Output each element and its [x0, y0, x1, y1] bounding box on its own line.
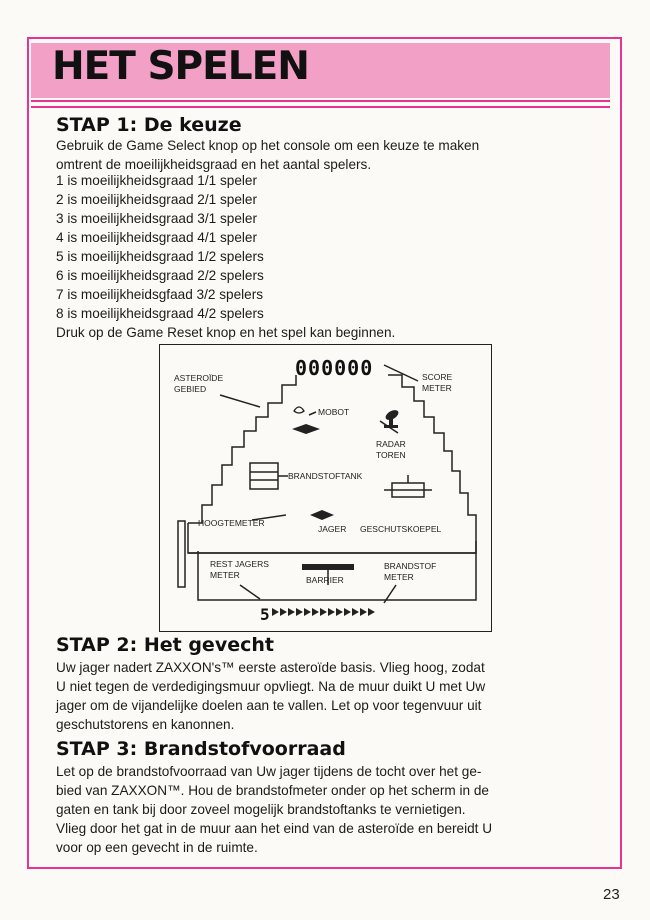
fuel-tank-icon — [250, 463, 278, 489]
remaining-fighters-count: 5 — [260, 605, 271, 624]
list-item: 4 is moeilijkheidsgraad 4/1 speler — [56, 230, 257, 245]
fuel-meter-arrows — [272, 608, 375, 616]
step2-line: jager om de vijandelijke doelen aan te vallen. Let op voor tegenvuur uit — [56, 698, 482, 713]
label-remaining-fighters: METER — [210, 570, 240, 580]
step1-outro: Druk op de Game Reset knop en het spel kan beginnen. — [56, 325, 396, 340]
asteroid-wall-left — [188, 375, 296, 523]
label-radar-tower: TOREN — [376, 450, 406, 460]
list-item: 6 is moeilijkheidsgraad 2/2 spelers — [56, 268, 264, 283]
list-item: 2 is moeilijkheidsgraad 2/1 speler — [56, 192, 257, 207]
label-mobot: MOBOT — [318, 407, 350, 417]
label-score-meter: SCORE — [422, 372, 453, 382]
step3-line: voor op een gevecht in de ruimte. — [56, 840, 258, 855]
list-item: 8 is moeilijkheidsgraad 4/2 spelers — [56, 306, 264, 321]
label-altimeter: HOOGTEMETER — [198, 518, 265, 528]
label-radar-tower: RADAR — [376, 439, 406, 449]
step1-heading: STAP 1: De keuze — [56, 114, 242, 136]
list-item: 3 is moeilijkheidsgraad 3/1 speler — [56, 211, 257, 226]
fighter-icon — [292, 424, 320, 434]
label-fighter: JAGER — [318, 524, 347, 534]
step2-line: Uw jager nadert ZAXXON's™ eerste asteroïde basis. Vlieg hoog, zodat — [56, 660, 485, 675]
list-item: 7 is moeilijkheidsgfaad 3/2 spelers — [56, 287, 264, 302]
label-score-meter: METER — [422, 383, 452, 393]
step3-line: bied van ZAXXON™. Hou de brandstofmeter onder op het scherm in de — [56, 783, 489, 798]
radar-tower-icon — [384, 408, 400, 428]
page-title: HET SPELEN — [52, 44, 309, 89]
page-number: 23 — [603, 886, 620, 903]
label-remaining-fighters: REST JAGERS — [210, 559, 269, 569]
step2-line: U niet tegen de verdedigingsmuur opvliegt. Na de muur duikt U met Uw — [56, 679, 486, 694]
label-barrier: BARRIER — [306, 575, 344, 585]
list-item: 5 is moeilijkheidsgraad 1/2 spelers — [56, 249, 264, 264]
label-fuel-meter: METER — [384, 572, 414, 582]
label-gun-turret: GESCHUTSKOEPEL — [360, 524, 442, 534]
game-screen-diagram — [159, 344, 492, 632]
difficulty-options-list — [56, 171, 264, 323]
altimeter-bar — [178, 521, 185, 587]
step3-line: Vlieg door het gat in de muur aan het eind van de asteroïde en bereidt U — [56, 821, 493, 836]
step3-heading: STAP 3: Brandstofvoorraad — [56, 738, 346, 760]
step1-intro-line: Gebruik de Game Select knop op het console om een keuze te maken — [56, 138, 480, 153]
step3-line: Let op de brandstofvoorraad van Uw jager tijdens de tocht over het ge- — [56, 764, 482, 779]
step2-heading: STAP 2: Het gevecht — [56, 634, 274, 656]
step1-intro-line: omtrent de moeilijkheidsgraad en het aantal spelers. — [56, 157, 372, 172]
title-divider — [31, 100, 610, 102]
label-asteroid-area: GEBIED — [174, 384, 207, 394]
score-display: 000000 — [295, 356, 374, 380]
title-divider-lower — [31, 106, 610, 108]
step3-line: gaten en tank bij door zoveel mogelijk brandstoftanks te vernietigen. — [56, 802, 466, 817]
label-asteroid-area: ASTEROÏDE — [174, 373, 224, 383]
label-fuel-meter: BRANDSTOF — [384, 561, 437, 571]
label-fuel-tank: BRANDSTOFTANK — [288, 471, 363, 481]
step2-line: geschutstorens en kanonnen. — [56, 717, 235, 732]
game-screen-illustration — [160, 345, 493, 633]
barrier-icon — [302, 564, 354, 570]
mobot-icon — [294, 407, 304, 413]
list-item: 1 is moeilijkheidsgraad 1/1 speler — [56, 173, 257, 188]
